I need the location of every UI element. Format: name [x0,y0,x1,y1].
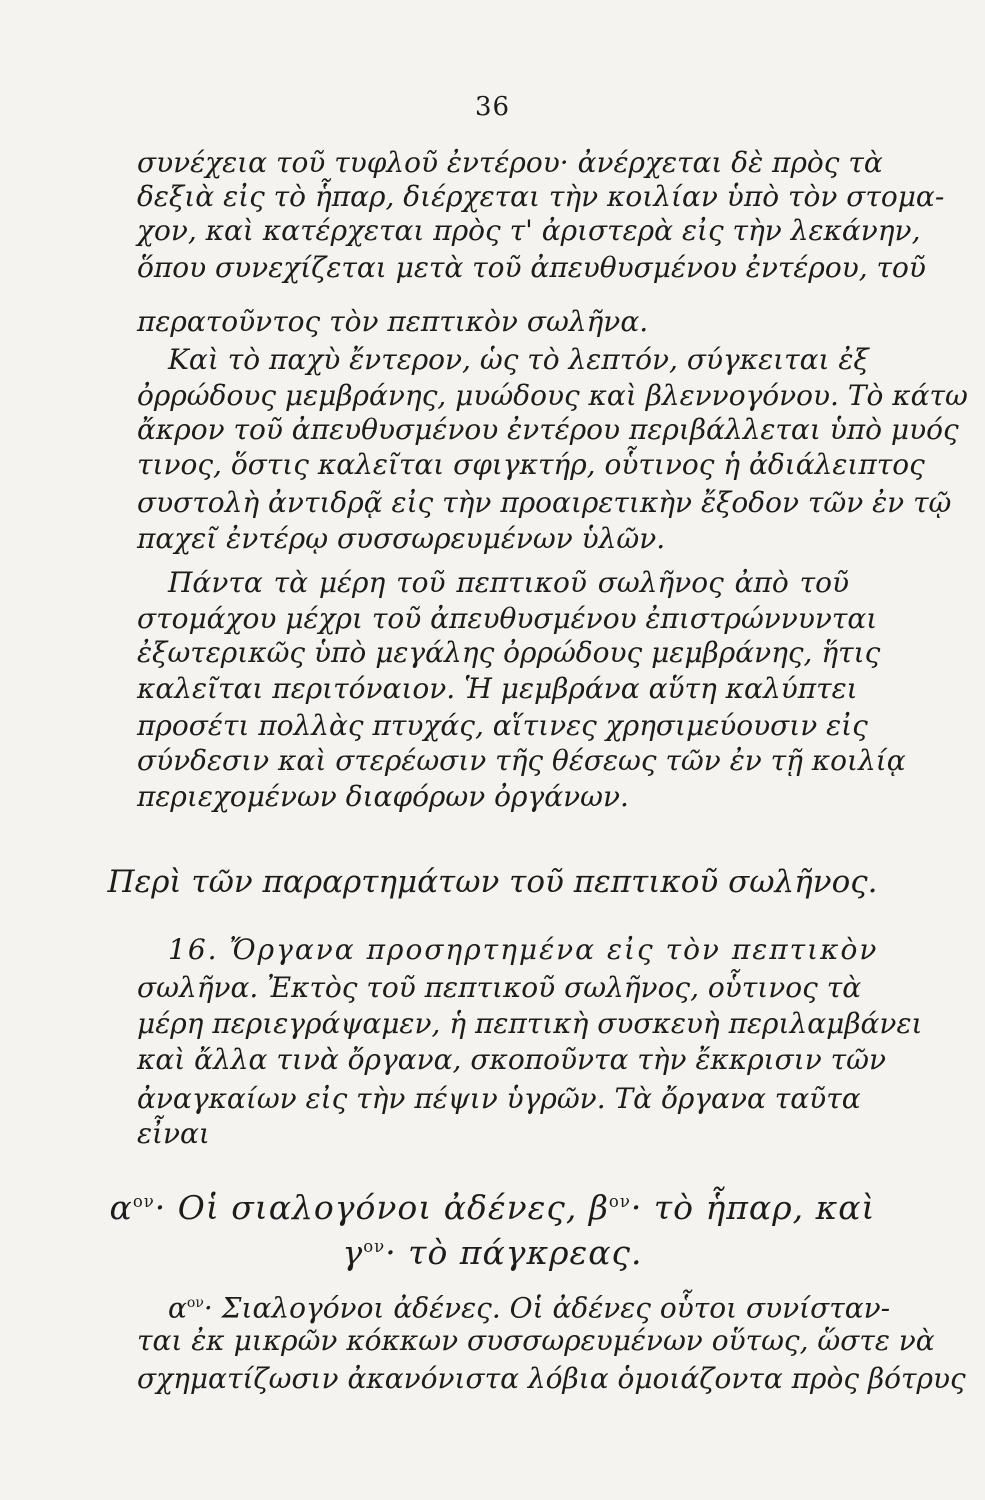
body-line: εἶναι [137,1117,210,1150]
body-line: σχηματίζωσιν ἀκανόνιστα λόβια ὁμοιάζοντα πρὸς βότρυς [137,1362,966,1395]
marker-a: α [109,1188,133,1227]
body-line: ται ἐκ μικρῶν κόκκων συσσωρευμένων οὕτως, ὥστε νὰ [137,1324,935,1357]
page-number: 36 [474,92,511,122]
body-line: ἐξωτερικῶς ὑπὸ μεγάλης ὀρρώδους μεμβράνης, ἥτις [137,636,881,669]
body-line: περιεχομένων διαφόρων ὀργάνων. [137,780,629,813]
body-line: ὀρρώδους μεμβράνης, μυώδους καὶ βλεννογόνου. Τὸ κάτω [137,379,968,412]
marker-c: γ [342,1233,364,1272]
body-line: ὅπου συνεχίζεται μετὰ τοῦ ἀπευθυσμένου ἐντέρου, τοῦ [137,251,926,284]
marker-b-sup: ον [608,1192,631,1211]
body-line: καὶ ἄλλα τινὰ ὄργανα, σκοποῦντα τὴν ἔκκρισιν τῶν [137,1043,887,1076]
body-line: σύνδεσιν καὶ στερέωσιν τῆς θέσεως τῶν ἐν τῇ κοιλίᾳ [137,744,906,777]
body-line: Καὶ τὸ παχὺ ἔντερον, ὡς τὸ λεπτόν, σύγκειται ἐξ [168,343,869,376]
body-line: ἀναγκαίων εἰς τὴν πέψιν ὑγρῶν. Τὰ ὄργανα ταῦτα [137,1082,861,1115]
organs-subheading-line-1 [0,1180,985,1230]
body-line: χον, καὶ κατέρχεται πρὸς τ' ἀριστερὰ εἰς τὴν λεκάνην, [137,214,921,247]
body-line: ἄκρον τοῦ ἀπευθυσμένου ἐντέρου περιβάλλεται ὑπὸ μυός [137,413,959,446]
body-line: προσέτι πολλὰς πτυχάς, αἵτινες χρησιμεύουσιν εἰς [137,709,868,742]
body-line: μέρη περιεγράψαμεν, ἡ πεπτικὴ συσκευὴ περιλαμβάνει [137,1007,923,1040]
body-line: περατοῦντος τὸν πεπτικὸν σωλῆνα. [137,305,649,338]
section-heading: Περὶ τῶν παραρτημάτων τοῦ πεπτικοῦ σωλῆνος. [107,864,878,900]
body-line: καλεῖται περιτόναιον. Ἡ μεμβράνα αὕτη καλύπτει [137,672,858,705]
body-line: τινος, ὅστις καλεῖται σφιγκτήρ, οὗτινος ἡ ἀδιάλειπτος [137,448,925,481]
marker-a-sup: ον [132,1192,155,1211]
para5-marker-sup: ον [186,1295,204,1311]
marker-c-sup: ον [363,1237,386,1256]
para5-marker: α [168,1291,187,1325]
body-line: δεξιὰ εἰς τὸ ἧπαρ, διέρχεται τὴν κοιλίαν ὑπὸ τὸν στομα- [137,180,945,213]
item-c-text: · τὸ πάγκρεας. [385,1233,643,1272]
body-line: παχεῖ ἐντέρῳ συσσωρευμένων ὑλῶν. [137,522,666,555]
body-line: στομάχου μέχρι τοῦ ἀπευθυσμένου ἐπιστρώννυνται [137,602,878,635]
organs-subheading-line-2 [0,1225,985,1275]
body-line: Πάντα τὰ μέρη τοῦ πεπτικοῦ σωλῆνος ἀπὸ τοῦ [168,566,849,599]
body-line: 16. Ὄργανα προσηρτημένα εἰς τὸν πεπτικὸν [168,933,879,966]
paragraph5-first-line [168,1286,891,1325]
body-line: συνέχεια τοῦ τυφλοῦ ἐντέρου· ἀνέρχεται δὲ πρὸς τὰ [137,146,883,179]
body-line: συστολὴ ἀντιδρᾷ εἰς τὴν προαιρετικὴν ἔξοδον τῶν ἐν τῷ [137,486,952,519]
para5-first-text: · Σιαλογόνοι ἀδένες. Οἱ ἀδένες οὗτοι συνίσταν- [203,1291,891,1325]
marker-b: β [577,1188,609,1227]
item-a-text: · Οἱ σιαλογόνοι ἀδένες, [154,1188,578,1227]
body-line: σωλῆνα. Ἐκτὸς τοῦ πεπτικοῦ σωλῆνος, οὗτινος τὰ [137,971,862,1004]
item-b-text: · τὸ ἧπαρ, καὶ [630,1188,876,1227]
